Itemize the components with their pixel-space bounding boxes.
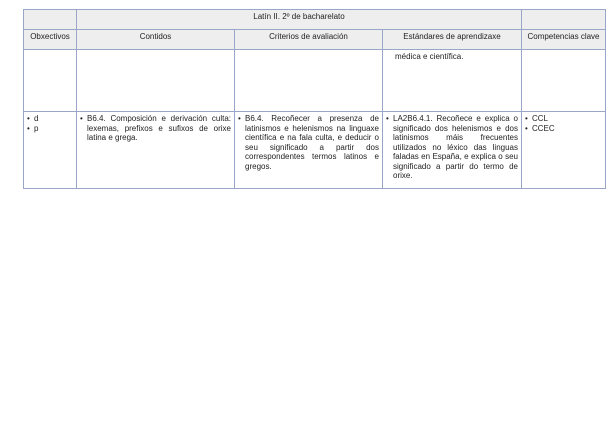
continued-competences-cell xyxy=(522,50,606,112)
objectives-cell xyxy=(24,112,77,189)
header-standards: Estándares de aprendizaxe xyxy=(383,30,522,50)
continued-standards-text: médica e científica. xyxy=(395,52,464,61)
list-item: • CCEC xyxy=(525,124,602,134)
table-row xyxy=(24,112,606,189)
standards-cell xyxy=(383,112,522,189)
continued-contents-cell xyxy=(77,50,235,112)
competences-cell xyxy=(522,112,606,189)
column-header-row xyxy=(24,30,606,50)
header-criteria: Criterios de avaliación xyxy=(235,30,383,50)
course-title-row xyxy=(24,10,606,30)
curriculum-table xyxy=(23,9,606,189)
header-blank-left xyxy=(24,10,77,30)
continued-standards-cell xyxy=(383,50,522,112)
competences-list xyxy=(525,114,602,133)
header-contents: Contidos xyxy=(77,30,235,50)
standards-list xyxy=(386,114,518,181)
criteria-list xyxy=(238,114,379,171)
list-item: • p xyxy=(27,124,73,134)
objectives-list xyxy=(27,114,73,133)
contents-cell xyxy=(77,112,235,189)
continued-criteria-cell xyxy=(235,50,383,112)
list-item: • d xyxy=(27,114,73,124)
header-competences: Competencias clave xyxy=(522,30,606,50)
criteria-cell xyxy=(235,112,383,189)
header-objectives: Obxectivos xyxy=(24,30,77,50)
list-item: • CCL xyxy=(525,114,602,124)
continued-row xyxy=(24,50,606,112)
contents-list xyxy=(80,114,231,143)
continued-objectives-cell xyxy=(24,50,77,112)
contents-text: • B6.4. Composición e derivación culta: lexemas, prefixos e sufixos de orixe latina e grega. xyxy=(80,114,231,143)
standards-text: • LA2B6.4.1. Recoñece e explica o significado dos helenismos e dos latinismos máis frecuentes utilizados no léxico das linguas faladas en España, e explica o seu significado a partir do termo de orixe. xyxy=(386,114,518,181)
criteria-text: • B6.4. Recoñecer a presenza de latinismos e helenismos na linguaxe científica e na fala culta, e deducir o seu significado a partir dos correspondentes termos latinos e gregos. xyxy=(238,114,379,171)
course-title: Latín II. 2º de bacharelato xyxy=(77,10,522,30)
header-blank-right xyxy=(522,10,606,30)
